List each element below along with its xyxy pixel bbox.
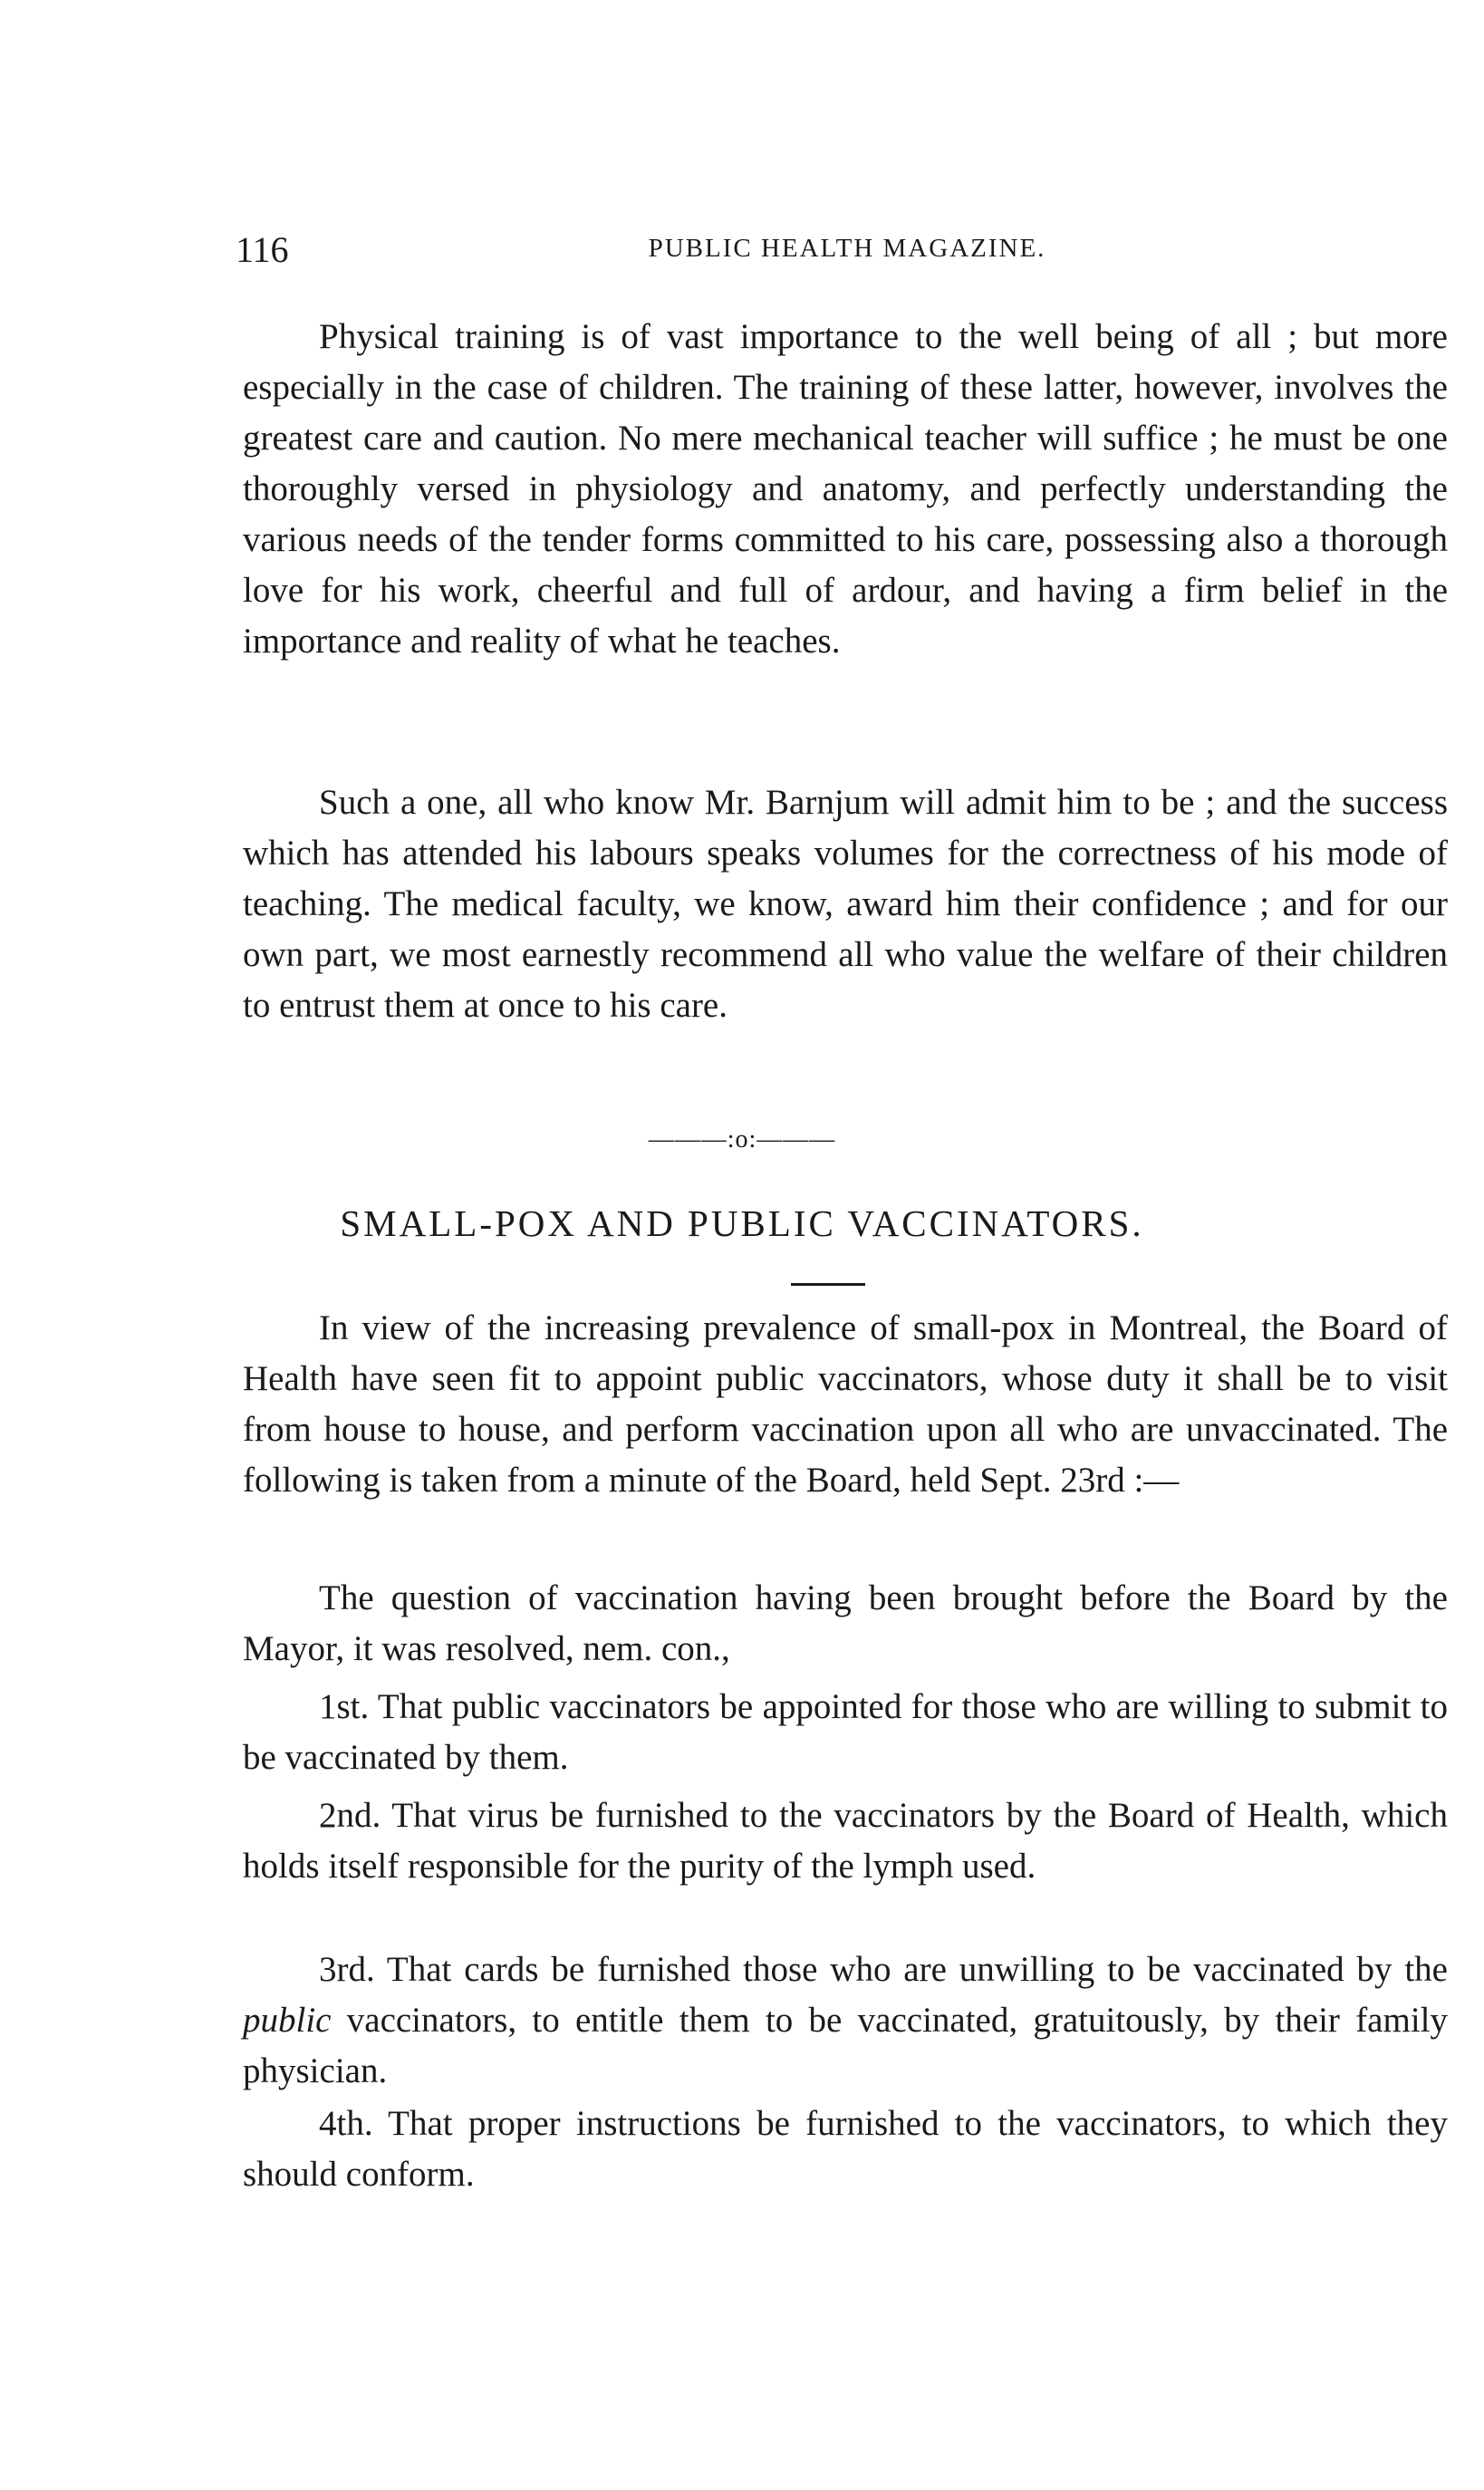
section-intro-block: [243, 1303, 1448, 1506]
emphasized-word: public: [243, 2001, 332, 2040]
article-paragraph: Physical training is of vast importance to the well being of all ; but more especially in the case of children. The training of these latter, however, involves the greatest care and caution. No mere mechanical teacher will suffice ; he must be one thoroughly versed in physiology and anatomy, and perfectly understanding the various needs of the tender forms committed to his care, possessing also a thorough love for his work, cheerful and full of ardour, and having a firm belief in the importance and reality of what he teaches.: [243, 317, 1448, 661]
resolution-item: [243, 1945, 1448, 2097]
section-divider: ———:o:———: [648, 1125, 836, 1153]
resolution-intro-paragraph: The question of vaccination having been brought before the Board by the Mayor, it was resolved, nem. con.,: [243, 1578, 1448, 1668]
resolution-item: 1st. That public vaccinators be appointed for those who are willing to submit to be vaccinated by them.: [243, 1687, 1448, 1777]
resolution-intro-block: [243, 1573, 1448, 1674]
section-title: SMALL-POX AND PUBLIC VACCINATORS.: [340, 1202, 1144, 1244]
running-title: PUBLIC HEALTH MAGAZINE.: [648, 234, 1046, 263]
resolution-item: 2nd. That virus be furnished to the vaccinators by the Board of Health, which holds itself responsible for the purity of the lymph used.: [243, 1796, 1448, 1886]
article-paragraph-1-block: [243, 312, 1448, 667]
resolution-1-block: [243, 1682, 1448, 1783]
article-paragraph: Such a one, all who know Mr. Barnjum will admit him to be ; and the success which has attended his labours speaks volumes for the correctness of his mode of teaching. The medical faculty, we know, award him their confidence ; and for our own part, we most earnestly recommend all who value the welfare of their children to entrust them at once to his care.: [243, 783, 1448, 1025]
article-paragraph-2-block: [243, 777, 1448, 1031]
resolution-2-block: [243, 1790, 1448, 1892]
page-header: [236, 228, 1459, 283]
resolution-text: 3rd. That cards be furnished those who are unwilling to be vaccinated by the: [319, 1950, 1448, 1989]
resolution-3-block: [243, 1945, 1448, 2097]
resolution-text: vaccinators, to entitle them to be vaccinated, gratuitously, by their family physician.: [243, 2001, 1448, 2090]
section-intro-paragraph: In view of the increasing prevalence of small-pox in Montreal, the Board of Health have seen fit to appoint public vaccinators, whose duty it shall be to visit from house to house, and perform vaccination upon all who are unvaccinated. The following is taken from a minute of the Board, held Sept. 23rd :—: [243, 1308, 1448, 1500]
title-underline-rule: [791, 1283, 865, 1286]
resolution-item: 4th. That proper instructions be furnished to the vaccinators, to which they should conform.: [243, 2104, 1448, 2194]
resolution-4-block: [243, 2099, 1448, 2200]
page-number: 116: [236, 229, 289, 270]
